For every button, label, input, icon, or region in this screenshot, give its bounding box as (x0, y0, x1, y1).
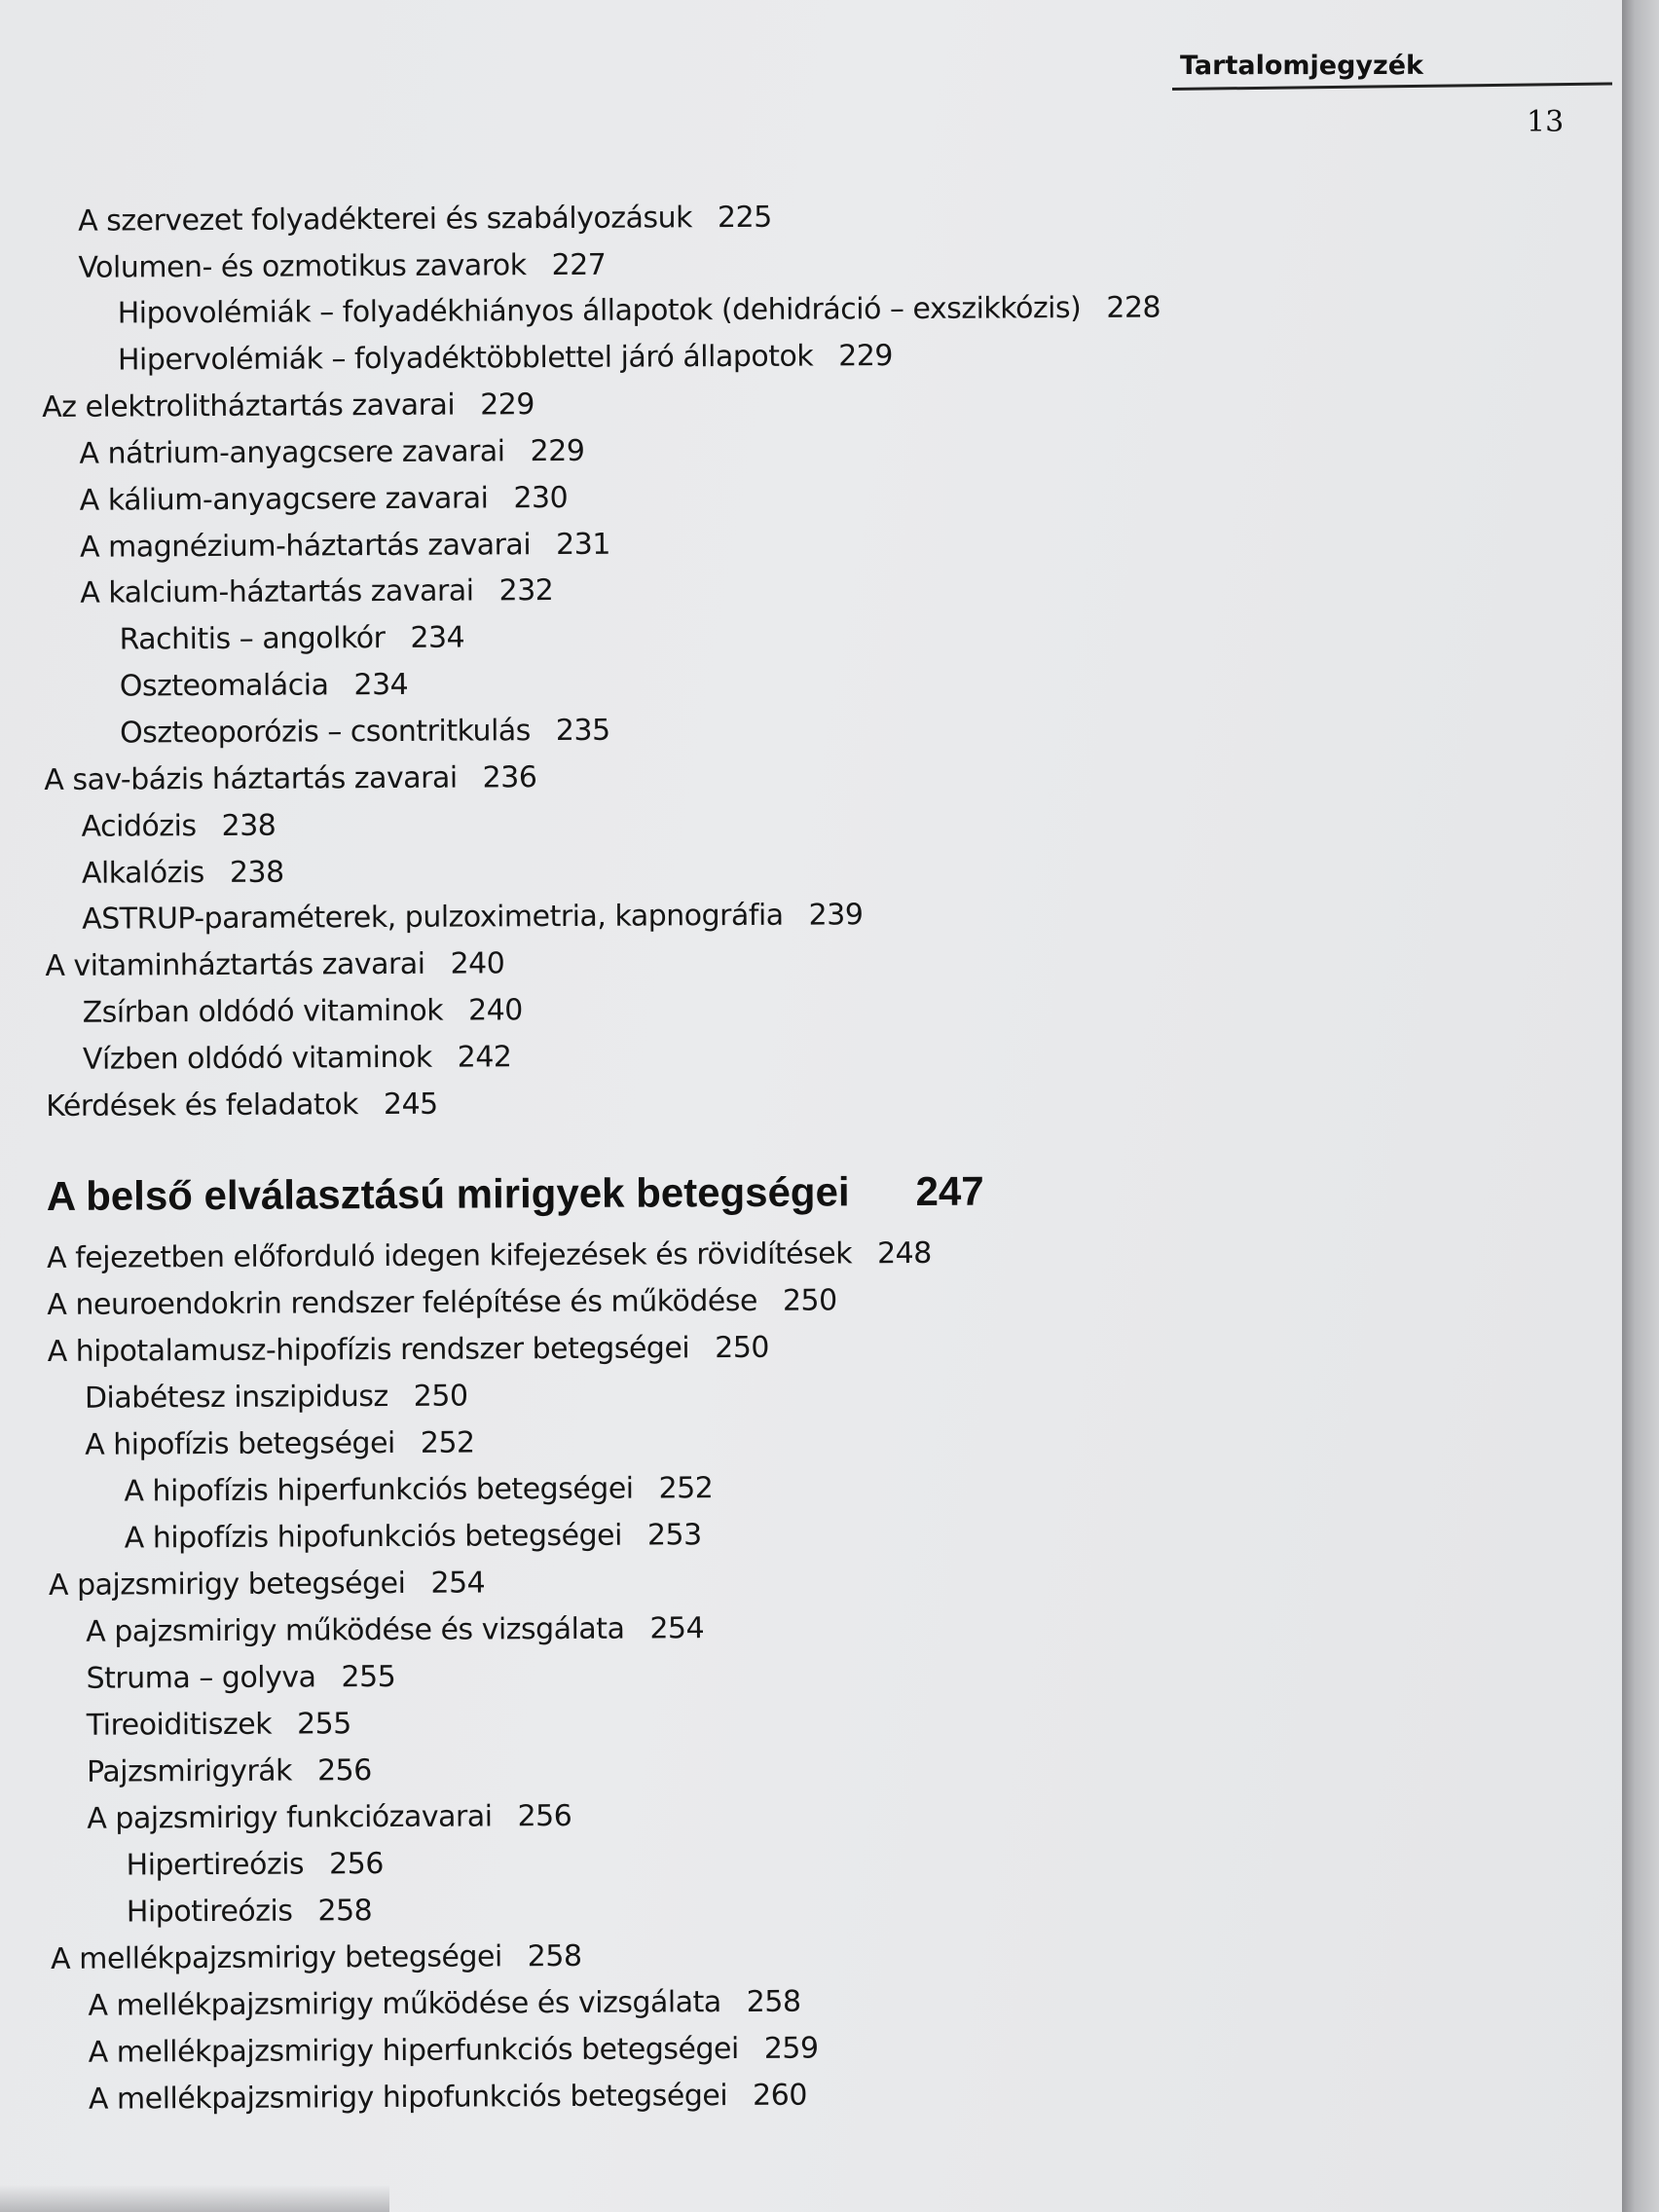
toc-entry: Struma – golyva 255 (86, 1659, 396, 1696)
toc-entry: Alkalózis 238 (81, 855, 284, 891)
toc-entry: ASTRUP-paraméterek, pulzoximetria, kapnográfia 239 (82, 898, 864, 937)
bottom-shadow (0, 2185, 389, 2212)
toc-entry: Oszteomalácia 234 (119, 667, 409, 704)
toc-entry: Hipovolémiák – folyadékhiányos állapotok (dehidráció – exszikkózis) 228 (117, 290, 1161, 331)
toc-entry: A kalcium-háztartás zavarai 232 (80, 573, 554, 610)
toc-entry: Oszteoporózis – csontritkulás 235 (119, 713, 610, 751)
chapter-heading: A belső elválasztású mirigyek betegségei 247 (46, 1167, 984, 1219)
toc-entry: Hipertireózis 256 (126, 1847, 384, 1883)
toc-entry: Kérdések és feladatok 245 (46, 1087, 438, 1124)
toc-entry: A magnézium-háztartás zavarai 231 (79, 527, 610, 565)
toc-entry: A pajzsmirigy működése és vizsgálata 254 (86, 1611, 705, 1649)
running-title: Tartalomjegyzék (1180, 51, 1424, 81)
toc-entry: A nátrium-anyagcsere zavarai 229 (79, 433, 585, 471)
toc-entry: A hipofízis betegségei 252 (85, 1425, 475, 1462)
toc-entry: Acidózis 238 (81, 808, 276, 844)
toc-entry: A hipofízis hipofunkciós betegségei 253 (124, 1518, 702, 1556)
header-rule (1172, 82, 1612, 91)
toc-entry: A mellékpajzsmirigy betegségei 258 (51, 1938, 582, 1976)
toc-entry: A pajzsmirigy betegségei 254 (48, 1566, 486, 1603)
toc-entry: A mellékpajzsmirigy hipofunkciós betegségei 260 (88, 2078, 807, 2117)
toc-entry: A vitaminháztartás zavarai 240 (45, 946, 505, 983)
toc-entry: Hipotireózis 258 (126, 1894, 373, 1930)
page-number: 13 (1527, 105, 1565, 139)
toc-entry: A pajzsmirigy funkciózavarai 256 (87, 1798, 572, 1836)
toc-entry: A fejezetben előforduló idegen kifejezések és rövidítések 248 (47, 1235, 932, 1275)
toc-entry: A kálium-anyagcsere zavarai 230 (79, 480, 569, 518)
toc-entry: Diabétesz inszipidusz 250 (84, 1379, 468, 1416)
toc-entry: A mellékpajzsmirigy hiperfunkciós betegségei 259 (88, 2031, 819, 2070)
toc-entry: Rachitis – angolkór 234 (119, 620, 465, 657)
toc-entry: A sav-bázis háztartás zavarai 236 (44, 760, 537, 797)
toc-entry: Tireoiditiszek 255 (86, 1707, 351, 1743)
toc-entry: Zsírban oldódó vitaminok 240 (82, 993, 523, 1030)
toc-entry: Az elektrolitháztartás zavarai 229 (42, 387, 535, 424)
toc-entry: A hipofízis hiperfunkciós betegségei 252 (124, 1471, 714, 1509)
toc-entry: Vízben oldódó vitaminok 242 (82, 1040, 512, 1077)
toc-entry: A hipotalamusz-hipofízis rendszer betegségei 250 (47, 1330, 770, 1369)
toc-entry: Pajzsmirigyrák 256 (86, 1753, 372, 1789)
toc-entry: Hipervolémiák – folyadéktöbblettel járó állapotok 229 (117, 339, 894, 378)
toc-entry: A neuroendokrin rendszer felépítése és működése 250 (47, 1283, 837, 1322)
toc-entry: A mellékpajzsmirigy működése és vizsgálata 258 (88, 1984, 801, 2023)
toc-entry: Volumen- és ozmotikus zavarok 227 (78, 247, 607, 285)
toc-entry: A szervezet folyadékterei és szabályozásuk 225 (78, 200, 772, 239)
page-edge (1622, 0, 1659, 2212)
